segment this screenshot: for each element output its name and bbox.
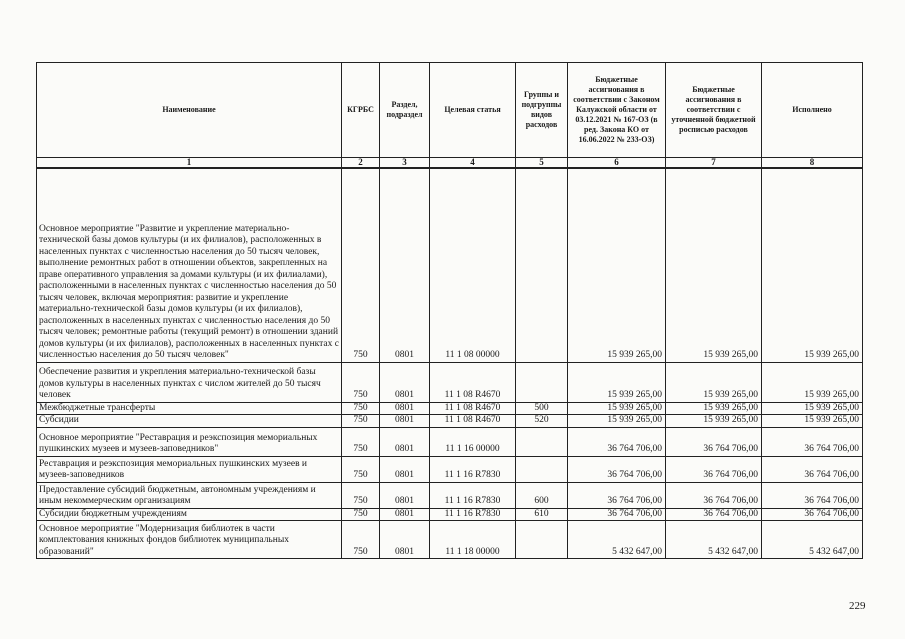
row-name: Основное мероприятие "Реставрация и реэкспозиция мемориальных пушкинских музеев и музеев-заповедников" bbox=[37, 427, 342, 456]
row-target: 11 1 08 R4670 bbox=[430, 362, 516, 402]
row-kgrbs: 750 bbox=[342, 508, 380, 521]
row-law-amount: 36 764 706,00 bbox=[568, 508, 666, 521]
row-group bbox=[516, 521, 568, 559]
row-refined-amount: 15 939 265,00 bbox=[666, 362, 762, 402]
row-executed-amount: 36 764 706,00 bbox=[762, 427, 863, 456]
row-target: 11 1 16 R7830 bbox=[430, 482, 516, 508]
row-name: Субсидии бюджетным учреждениям bbox=[37, 508, 342, 521]
table-row bbox=[37, 415, 863, 428]
column-number: 3 bbox=[380, 158, 430, 169]
row-executed-amount: 15 939 265,00 bbox=[762, 415, 863, 428]
column-number: 6 bbox=[568, 158, 666, 169]
row-law-amount: 15 939 265,00 bbox=[568, 168, 666, 362]
row-executed-amount: 15 939 265,00 bbox=[762, 168, 863, 362]
row-group bbox=[516, 362, 568, 402]
page-number: 229 bbox=[849, 600, 866, 612]
row-refined-amount: 5 432 647,00 bbox=[666, 521, 762, 559]
row-executed-amount: 36 764 706,00 bbox=[762, 482, 863, 508]
table-row bbox=[37, 482, 863, 508]
column-number-row bbox=[37, 158, 863, 169]
column-number: 8 bbox=[762, 158, 863, 169]
column-number: 1 bbox=[37, 158, 342, 169]
header-target: Целевая статья bbox=[430, 63, 516, 158]
row-name: Основное мероприятие "Развитие и укрепление материально-технической базы домов культуры (и их филиалов), расположенных в населенных пунктах с численностью населения до 50 тысяч человек, выполнение ремонтных работ в отношении объектов, закрепленных на праве оперативного управления за домами культуры (и их филиалами), расположенными в населенных пунктах с численностью населения до 50 тысяч человек, включая мероприятия: развитие и укрепление материально-технической базы домов культуры (и их филиалов), расположенных в населенных пунктах с численностью населения до 50 тысяч человек; ремонтные работы (текущий ремонт) в отношении зданий домов культуры (и их филиалов), расположенных в населенных пунктах с численностью населения до 50 тысяч человек" bbox=[37, 168, 342, 362]
table-row bbox=[37, 402, 863, 415]
row-target: 11 1 08 00000 bbox=[430, 168, 516, 362]
row-section: 0801 bbox=[380, 482, 430, 508]
row-refined-amount: 36 764 706,00 bbox=[666, 482, 762, 508]
row-kgrbs: 750 bbox=[342, 362, 380, 402]
header-kgrbs: КГРБС bbox=[342, 63, 380, 158]
row-law-amount: 36 764 706,00 bbox=[568, 482, 666, 508]
row-name: Обеспечение развития и укрепления материально-технической базы домов культуры в населенных пунктах с числом жителей до 50 тысяч человек bbox=[37, 362, 342, 402]
header-executed: Исполнено bbox=[762, 63, 863, 158]
row-executed-amount: 36 764 706,00 bbox=[762, 508, 863, 521]
row-group bbox=[516, 427, 568, 456]
header-section: Раздел, подраздел bbox=[380, 63, 430, 158]
row-law-amount: 5 432 647,00 bbox=[568, 521, 666, 559]
row-name: Субсидии bbox=[37, 415, 342, 428]
row-section: 0801 bbox=[380, 456, 430, 482]
row-refined-amount: 15 939 265,00 bbox=[666, 415, 762, 428]
row-law-amount: 36 764 706,00 bbox=[568, 427, 666, 456]
row-group: 610 bbox=[516, 508, 568, 521]
row-group: 600 bbox=[516, 482, 568, 508]
row-kgrbs: 750 bbox=[342, 168, 380, 362]
row-kgrbs: 750 bbox=[342, 415, 380, 428]
row-kgrbs: 750 bbox=[342, 482, 380, 508]
row-group: 520 bbox=[516, 415, 568, 428]
row-group bbox=[516, 168, 568, 362]
row-target: 11 1 16 00000 bbox=[430, 427, 516, 456]
row-target: 11 1 18 00000 bbox=[430, 521, 516, 559]
row-kgrbs: 750 bbox=[342, 402, 380, 415]
row-refined-amount: 36 764 706,00 bbox=[666, 456, 762, 482]
header-refined: Бюджетные ассигнования в соответствии с уточненной бюджетной росписью расходов bbox=[666, 63, 762, 158]
row-target: 11 1 16 R7830 bbox=[430, 456, 516, 482]
table-row bbox=[37, 427, 863, 456]
row-refined-amount: 15 939 265,00 bbox=[666, 168, 762, 362]
column-number: 4 bbox=[430, 158, 516, 169]
table-row bbox=[37, 168, 863, 362]
header-law: Бюджетные ассигнования в соответствии с Законом Калужской области от 03.12.2021 № 167-ОЗ (в ред. Закона КО от 16.06.2022 № 233-ОЗ) bbox=[568, 63, 666, 158]
table-row bbox=[37, 508, 863, 521]
row-refined-amount: 15 939 265,00 bbox=[666, 402, 762, 415]
row-kgrbs: 750 bbox=[342, 427, 380, 456]
column-number: 2 bbox=[342, 158, 380, 169]
row-law-amount: 36 764 706,00 bbox=[568, 456, 666, 482]
row-kgrbs: 750 bbox=[342, 456, 380, 482]
row-name: Предоставление субсидий бюджетным, автономным учреждениям и иным некоммерческим организациям bbox=[37, 482, 342, 508]
row-name: Межбюджетные трансферты bbox=[37, 402, 342, 415]
row-executed-amount: 15 939 265,00 bbox=[762, 402, 863, 415]
row-target: 11 1 08 R4670 bbox=[430, 415, 516, 428]
row-section: 0801 bbox=[380, 508, 430, 521]
table-row bbox=[37, 456, 863, 482]
row-section: 0801 bbox=[380, 521, 430, 559]
row-executed-amount: 15 939 265,00 bbox=[762, 362, 863, 402]
row-executed-amount: 36 764 706,00 bbox=[762, 456, 863, 482]
header-groups: Группы и подгруппы видов расходов bbox=[516, 63, 568, 158]
header-row bbox=[37, 63, 863, 158]
budget-table-sheet bbox=[36, 62, 862, 559]
row-law-amount: 15 939 265,00 bbox=[568, 362, 666, 402]
table-row bbox=[37, 362, 863, 402]
row-target: 11 1 08 R4670 bbox=[430, 402, 516, 415]
row-law-amount: 15 939 265,00 bbox=[568, 402, 666, 415]
header-name: Наименование bbox=[37, 63, 342, 158]
row-refined-amount: 36 764 706,00 bbox=[666, 508, 762, 521]
row-section: 0801 bbox=[380, 168, 430, 362]
budget-execution-table bbox=[36, 62, 863, 559]
row-section: 0801 bbox=[380, 362, 430, 402]
table-row bbox=[37, 521, 863, 559]
row-name: Основное мероприятие "Модернизация библиотек в части комплектования книжных фондов библиотек муниципальных образований" bbox=[37, 521, 342, 559]
column-number: 7 bbox=[666, 158, 762, 169]
row-group: 500 bbox=[516, 402, 568, 415]
row-target: 11 1 16 R7830 bbox=[430, 508, 516, 521]
row-section: 0801 bbox=[380, 402, 430, 415]
row-section: 0801 bbox=[380, 427, 430, 456]
row-refined-amount: 36 764 706,00 bbox=[666, 427, 762, 456]
row-section: 0801 bbox=[380, 415, 430, 428]
row-group bbox=[516, 456, 568, 482]
row-name: Реставрация и реэкспозиция мемориальных пушкинских музеев и музеев-заповедников bbox=[37, 456, 342, 482]
row-executed-amount: 5 432 647,00 bbox=[762, 521, 863, 559]
row-kgrbs: 750 bbox=[342, 521, 380, 559]
column-number: 5 bbox=[516, 158, 568, 169]
row-law-amount: 15 939 265,00 bbox=[568, 415, 666, 428]
